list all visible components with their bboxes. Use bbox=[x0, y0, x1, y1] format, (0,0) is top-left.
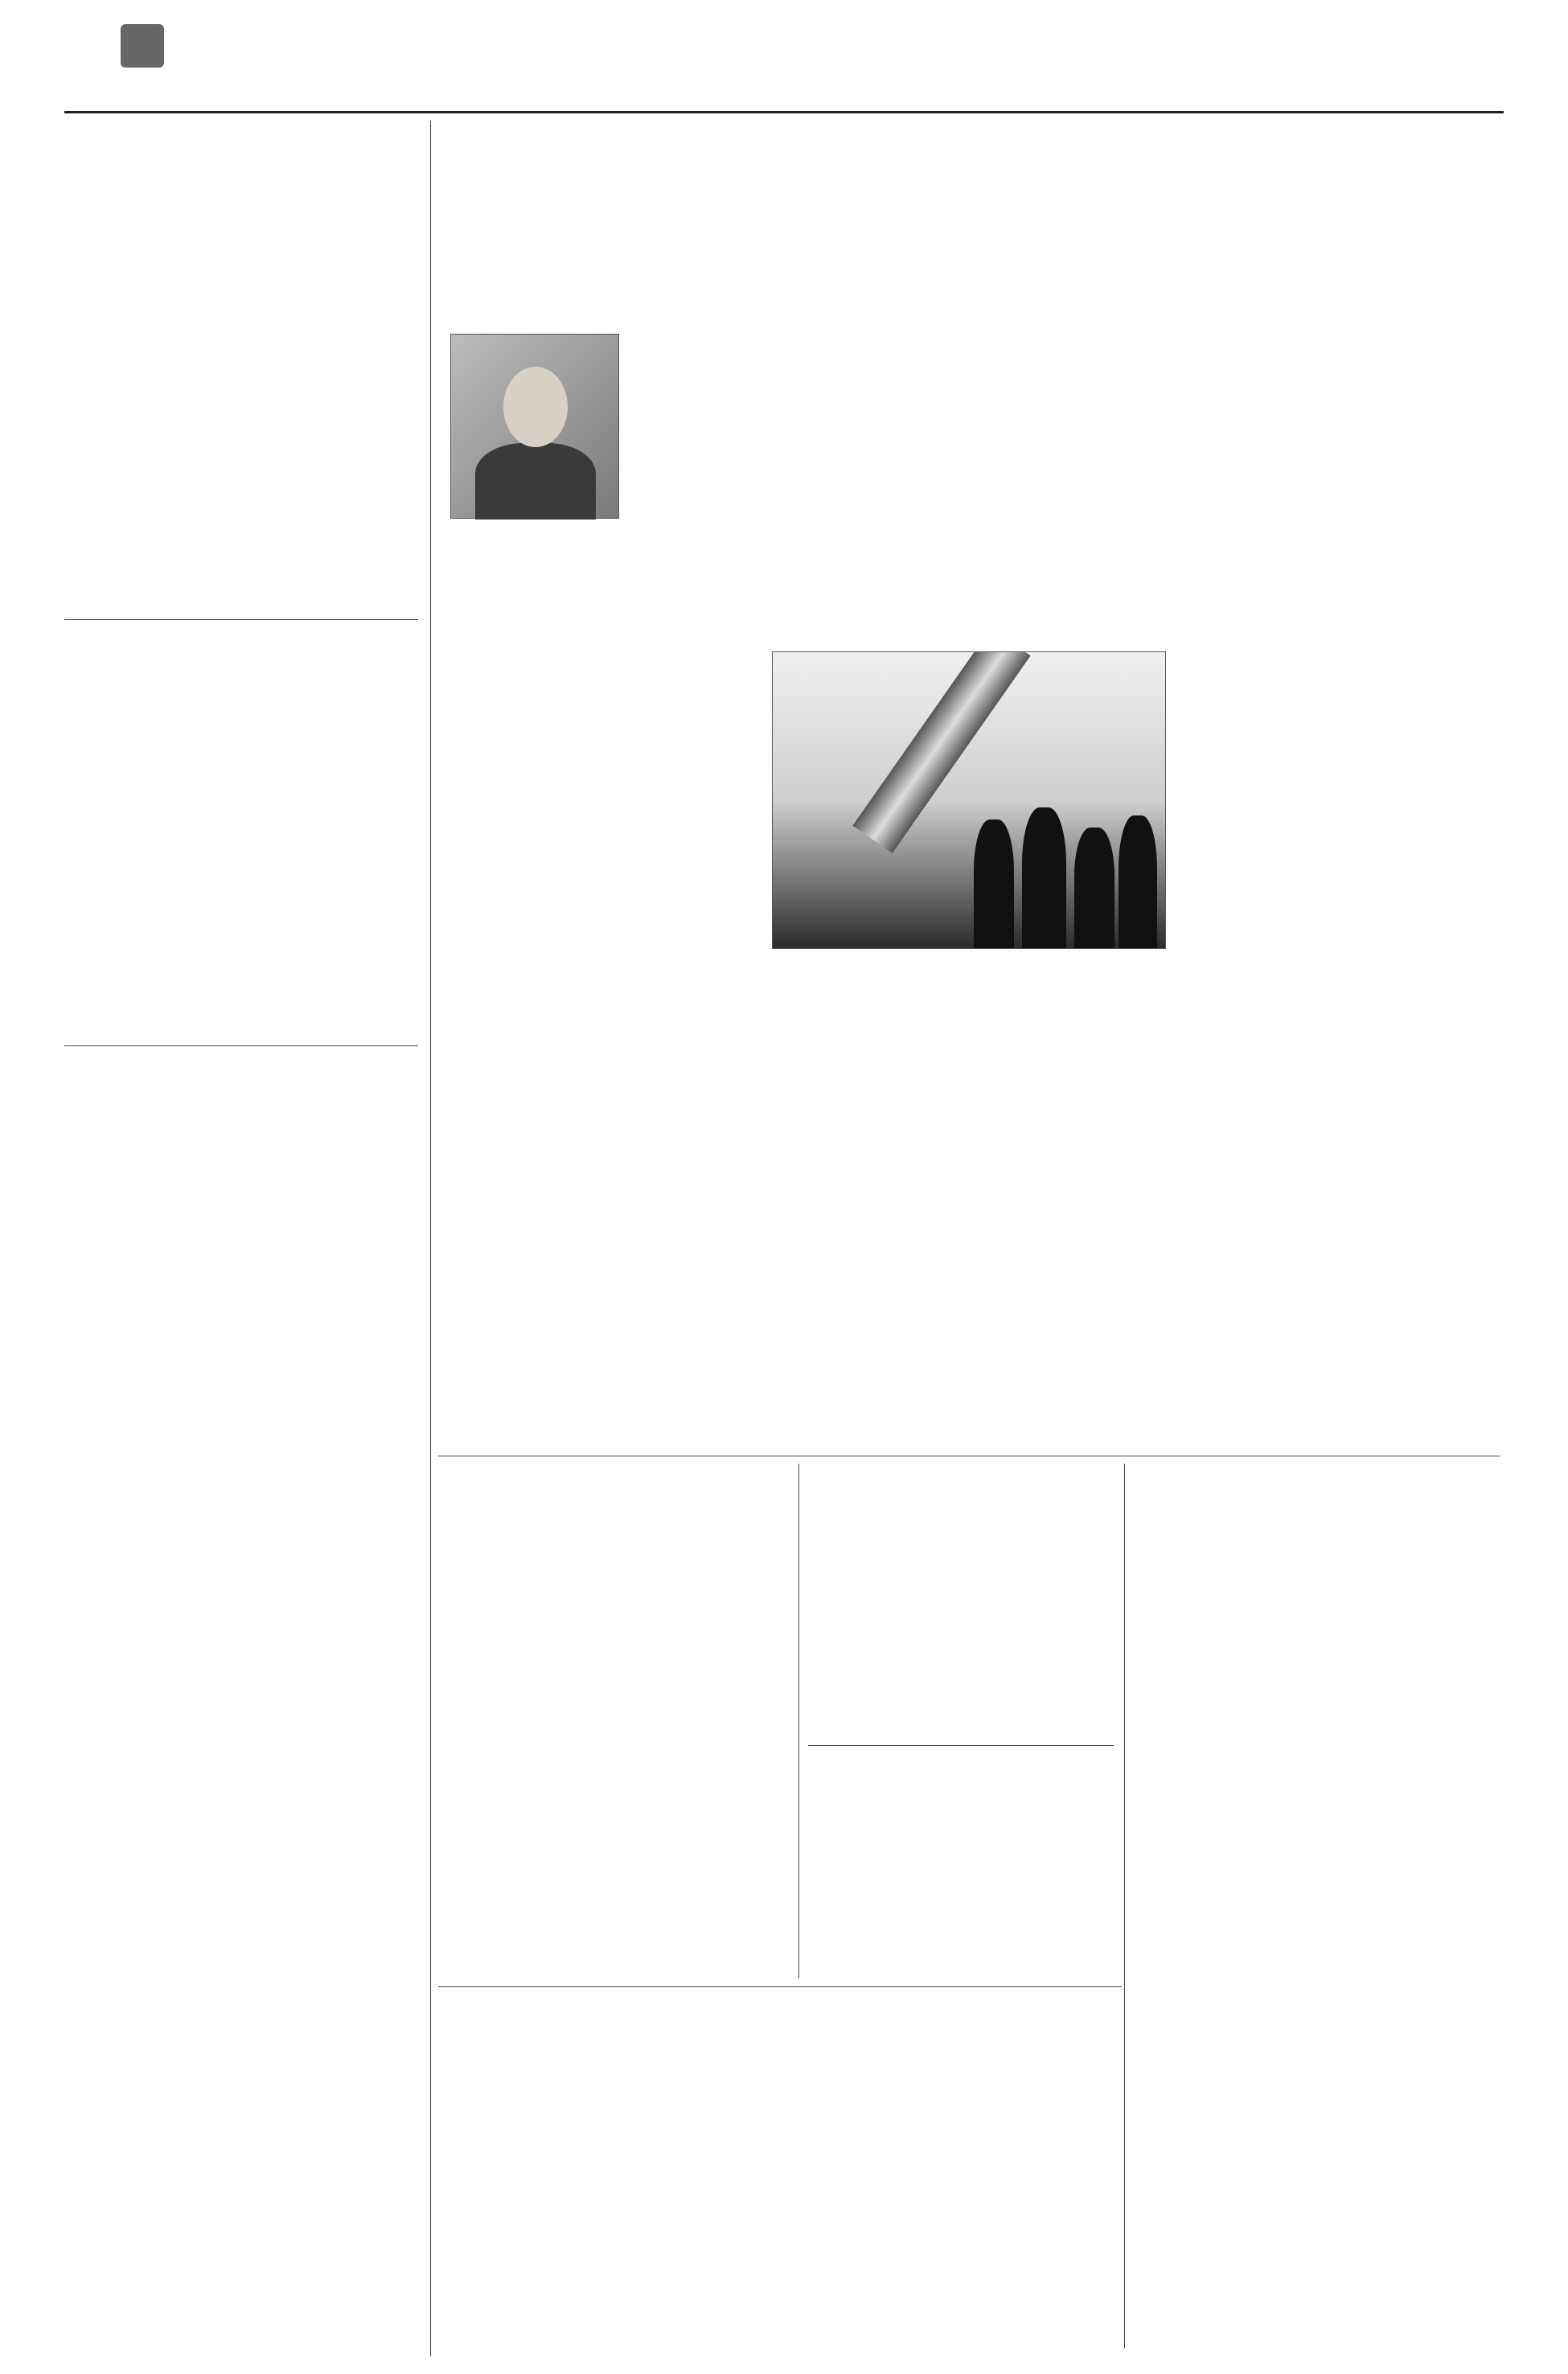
column-divider bbox=[1124, 1464, 1125, 2348]
illustration-figure bbox=[974, 819, 1014, 948]
divider bbox=[64, 1045, 418, 1046]
divider bbox=[808, 1745, 1114, 1746]
illustration-figure bbox=[1119, 815, 1157, 948]
editorial-water-body bbox=[64, 712, 418, 1033]
column-divider bbox=[798, 1464, 799, 1978]
author-photo-suit bbox=[475, 443, 596, 520]
main-article-col6 bbox=[973, 1283, 1166, 1387]
main-article-col1 bbox=[450, 527, 760, 1383]
divider bbox=[438, 1986, 1122, 1987]
news-3-body bbox=[808, 1785, 1114, 1962]
news-2-body bbox=[808, 1496, 1114, 1737]
illustration-figure bbox=[1074, 828, 1114, 948]
editorial-trump-body bbox=[64, 229, 418, 607]
illustration-figure bbox=[1022, 807, 1066, 948]
main-article-col3 bbox=[1178, 322, 1500, 1375]
news-5-body bbox=[450, 2031, 1114, 2352]
page-number bbox=[121, 24, 164, 68]
article-amol-heading bbox=[64, 1062, 418, 1082]
main-article-col5 bbox=[772, 1283, 961, 1387]
article-amol-body-b bbox=[245, 1134, 418, 2300]
author-photo bbox=[450, 334, 619, 519]
article-amol-body-a bbox=[64, 1134, 233, 2340]
news-4-body bbox=[1134, 1496, 1500, 2348]
author-photo-face bbox=[503, 367, 568, 447]
jummah-heading bbox=[1351, 137, 1500, 140]
editorial-water-heading bbox=[64, 627, 418, 650]
news-1-body bbox=[450, 1496, 788, 1994]
divider bbox=[64, 619, 418, 620]
main-article-col2 bbox=[772, 322, 1166, 643]
article-illustration bbox=[772, 651, 1166, 949]
header-rule bbox=[64, 111, 1504, 113]
column-divider bbox=[430, 121, 431, 2356]
editorial-trump-heading bbox=[64, 145, 418, 167]
